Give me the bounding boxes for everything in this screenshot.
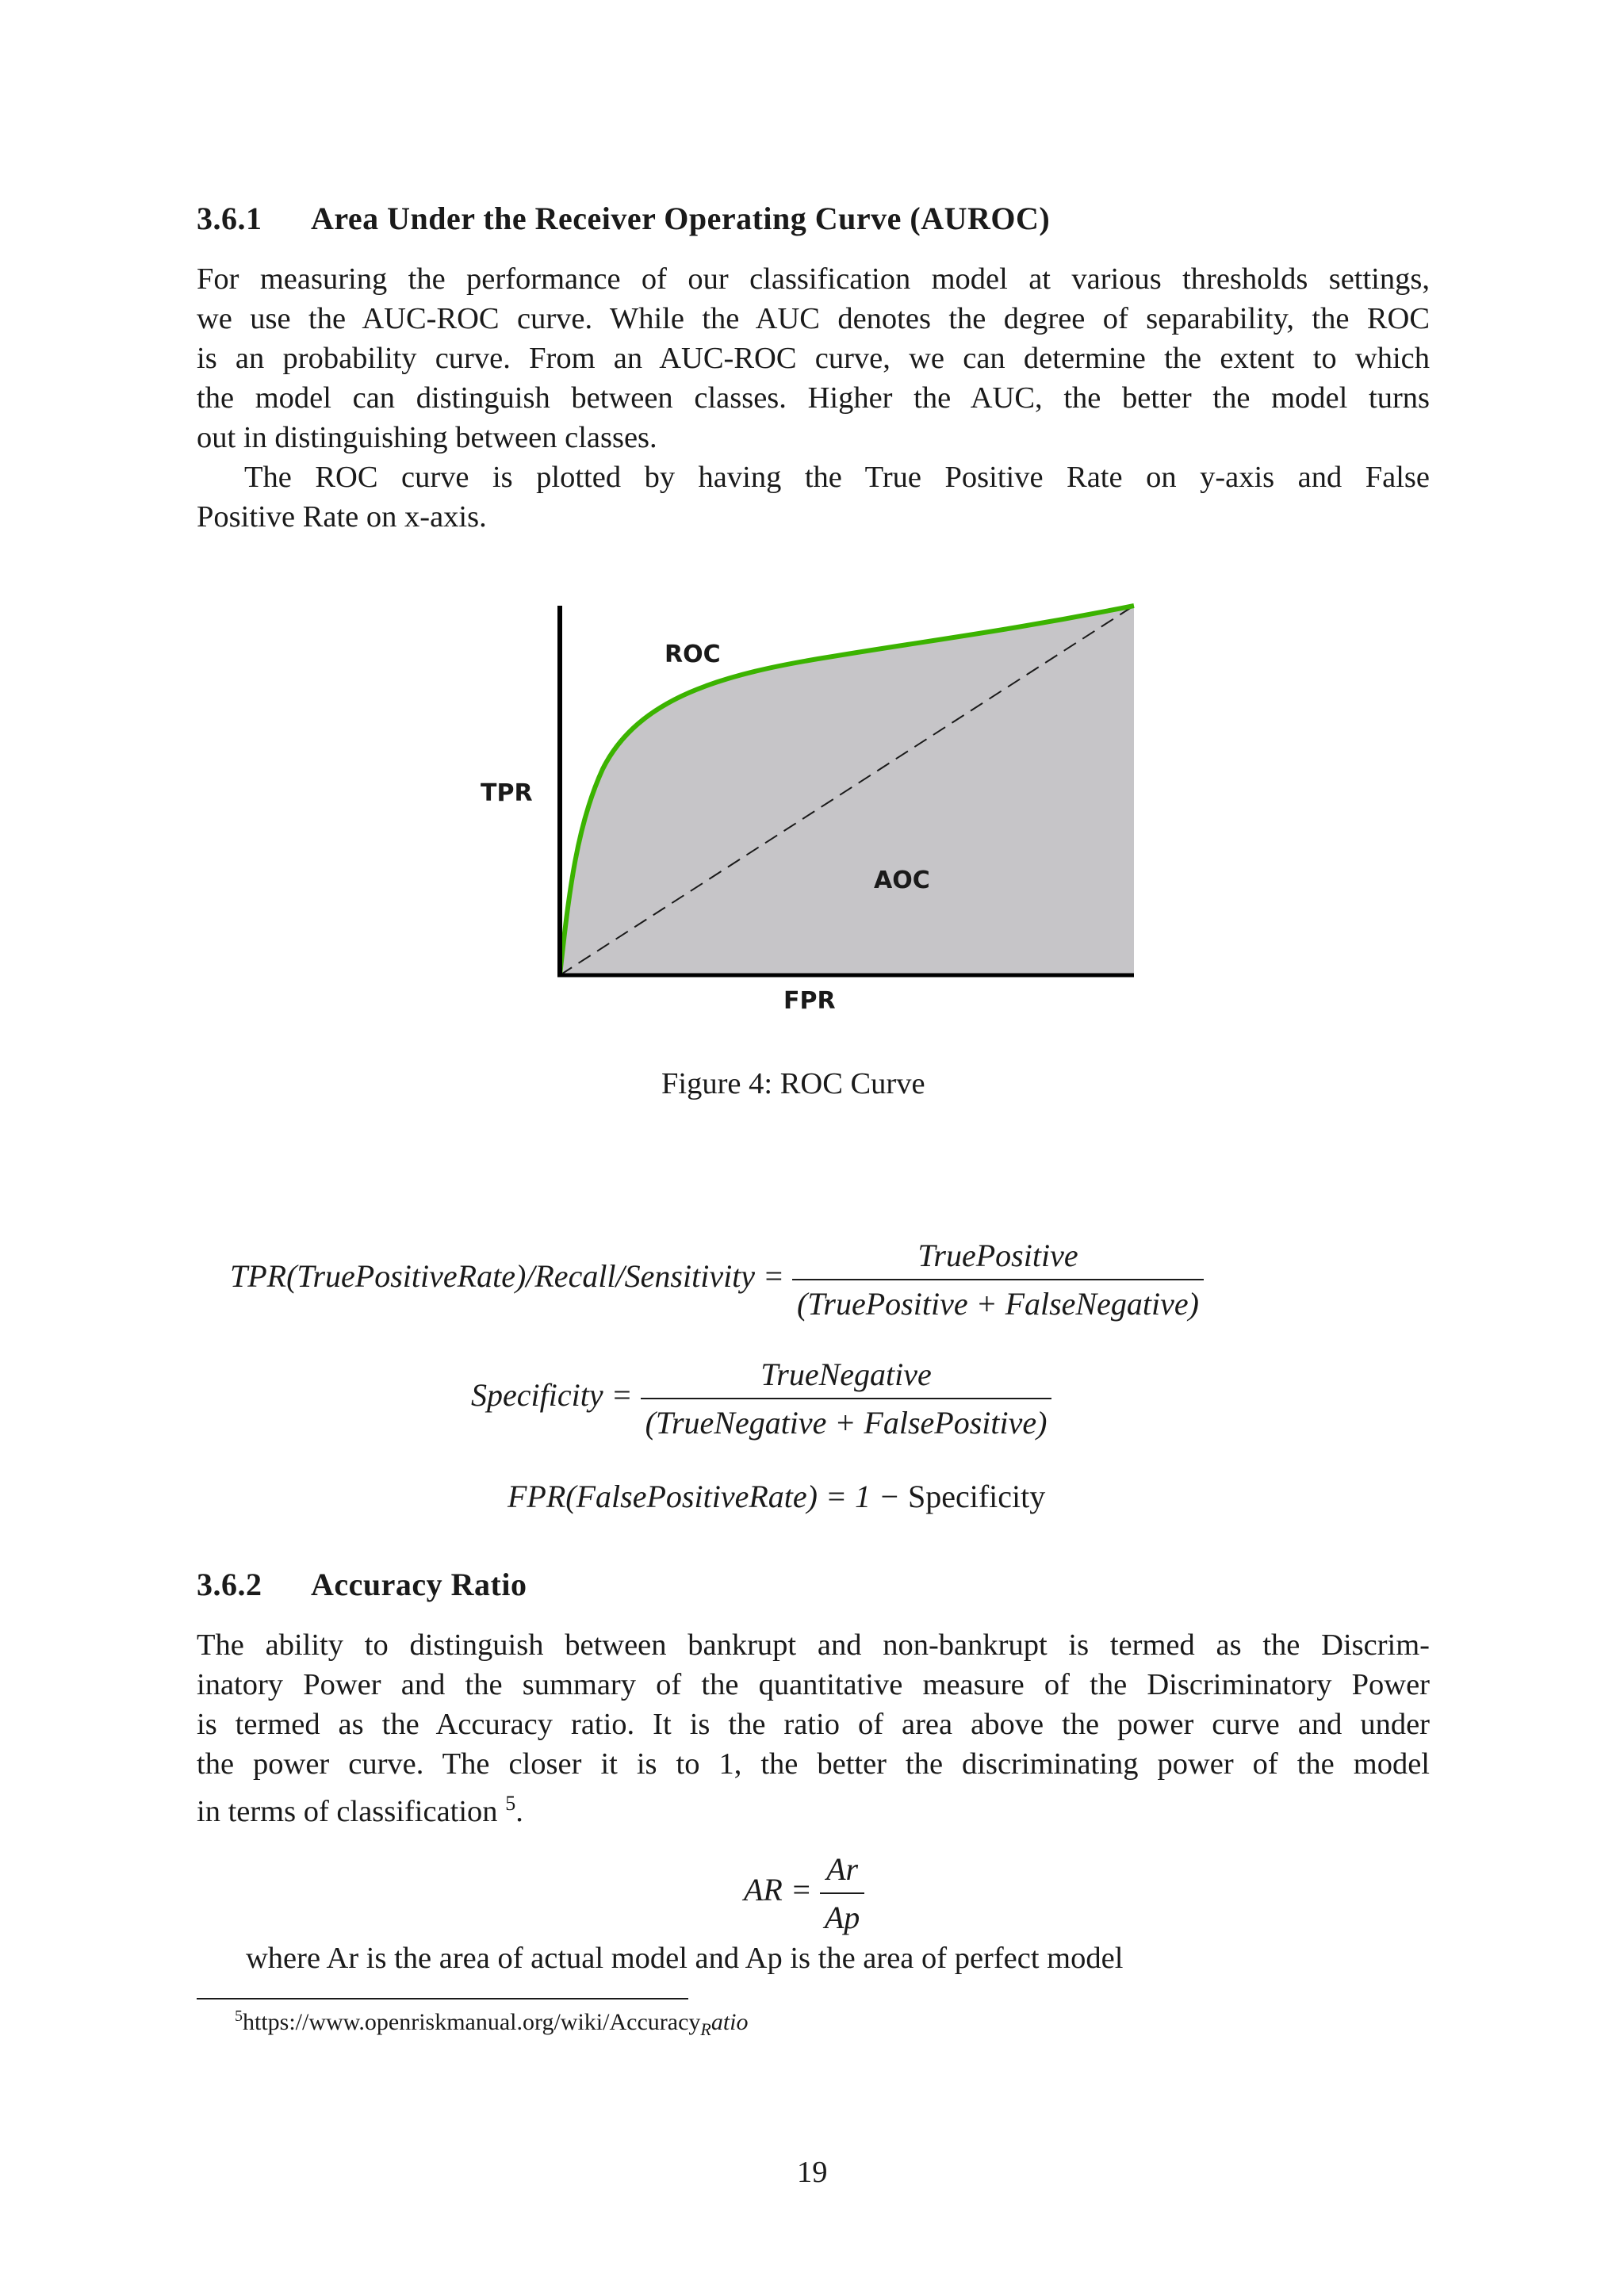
footnote-link[interactable]: https://www.openriskmanual.org/wiki/Accuracy bbox=[243, 2009, 701, 2035]
text-line: the model can distinguish between classes. Higher the AUC, the better the model turns bbox=[197, 381, 1430, 415]
denominator: (TrueNegative + FalsePositive) bbox=[641, 1398, 1052, 1441]
text-line-content: in terms of classification bbox=[197, 1794, 498, 1828]
equation-lhs: AR = bbox=[744, 1872, 812, 1908]
label-roc: ROC bbox=[665, 641, 721, 668]
footnote bbox=[235, 2007, 749, 2040]
label-fpr: FPR bbox=[783, 987, 836, 1015]
numerator: TrueNegative bbox=[760, 1357, 932, 1392]
equation-rhs: Specificity bbox=[907, 1479, 1046, 1514]
paragraph-auroc-intro bbox=[197, 259, 1430, 537]
label-aoc: AOC bbox=[874, 867, 930, 894]
text-line bbox=[197, 1784, 1430, 1831]
equation-fpr bbox=[508, 1478, 1045, 1515]
text-line: For measuring the performance of our classification model at various thresholds settings, bbox=[197, 262, 1430, 296]
denominator: Ap bbox=[820, 1892, 864, 1936]
roc-figure bbox=[468, 587, 1158, 1031]
fraction bbox=[820, 1850, 864, 1936]
footnote-mark: 5 bbox=[235, 2007, 243, 2025]
text-line: is an probability curve. From an AUC-ROC curve, we can determine the extent to which bbox=[197, 342, 1430, 375]
footnote-rule bbox=[197, 1998, 688, 1999]
paragraph-accuracy-ratio bbox=[197, 1625, 1430, 1831]
section-number: 3.6.1 bbox=[197, 201, 262, 236]
text-line: The ability to distinguish between bankrupt and non-bankrupt is termed as the Discrim- bbox=[197, 1628, 1430, 1662]
equation-accuracy-ratio bbox=[744, 1850, 864, 1936]
footnote-tail: atio bbox=[710, 2009, 749, 2035]
footnote-subscript: R bbox=[700, 2019, 711, 2039]
numerator: TruePositive bbox=[917, 1238, 1078, 1273]
denominator: (TruePositive + FalseNegative) bbox=[792, 1279, 1204, 1322]
text-line: inatory Power and the summary of the quantitative measure of the Discriminatory Power bbox=[197, 1668, 1430, 1701]
equation-lhs: Specificity = bbox=[471, 1377, 633, 1414]
footnote-reference[interactable]: 5 bbox=[505, 1792, 516, 1815]
where-line: where Ar is the area of actual model and Ap is the area of perfect model bbox=[246, 1942, 1124, 1975]
section-heading-auroc bbox=[197, 200, 1050, 237]
sentence-end: . bbox=[515, 1794, 523, 1828]
text-line: The ROC curve is plotted by having the True Positive Rate on y-axis and False bbox=[244, 461, 1430, 494]
fraction bbox=[641, 1356, 1052, 1441]
figure-caption: Figure 4: ROC Curve bbox=[661, 1067, 925, 1100]
section-title: Accuracy Ratio bbox=[311, 1567, 527, 1602]
text-line: is termed as the Accuracy ratio. It is the ratio of area above the power curve and under bbox=[197, 1708, 1430, 1741]
numerator: Ar bbox=[826, 1851, 859, 1887]
text-line: out in distinguishing between classes. bbox=[197, 421, 657, 454]
text-line: the power curve. The closer it is to 1, the better the discriminating power of the model bbox=[197, 1747, 1430, 1781]
equation-lhs: FPR(FalsePositiveRate) = 1 − bbox=[508, 1479, 900, 1514]
equation-specificity bbox=[471, 1356, 1051, 1441]
section-title: Area Under the Receiver Operating Curve (AUROC) bbox=[311, 201, 1051, 236]
equation-lhs: TPR(TruePositiveRate)/Recall/Sensitivity = bbox=[230, 1258, 785, 1295]
fraction bbox=[792, 1237, 1204, 1322]
text-line: Positive Rate on x-axis. bbox=[197, 500, 487, 534]
text-line: we use the AUC-ROC curve. While the AUC denotes the degree of separability, the ROC bbox=[197, 302, 1430, 335]
section-heading-accuracy-ratio bbox=[197, 1566, 527, 1603]
label-tpr: TPR bbox=[481, 779, 533, 807]
page-number: 19 bbox=[797, 2156, 828, 2189]
section-number: 3.6.2 bbox=[197, 1567, 262, 1602]
equation-tpr bbox=[230, 1237, 1204, 1322]
